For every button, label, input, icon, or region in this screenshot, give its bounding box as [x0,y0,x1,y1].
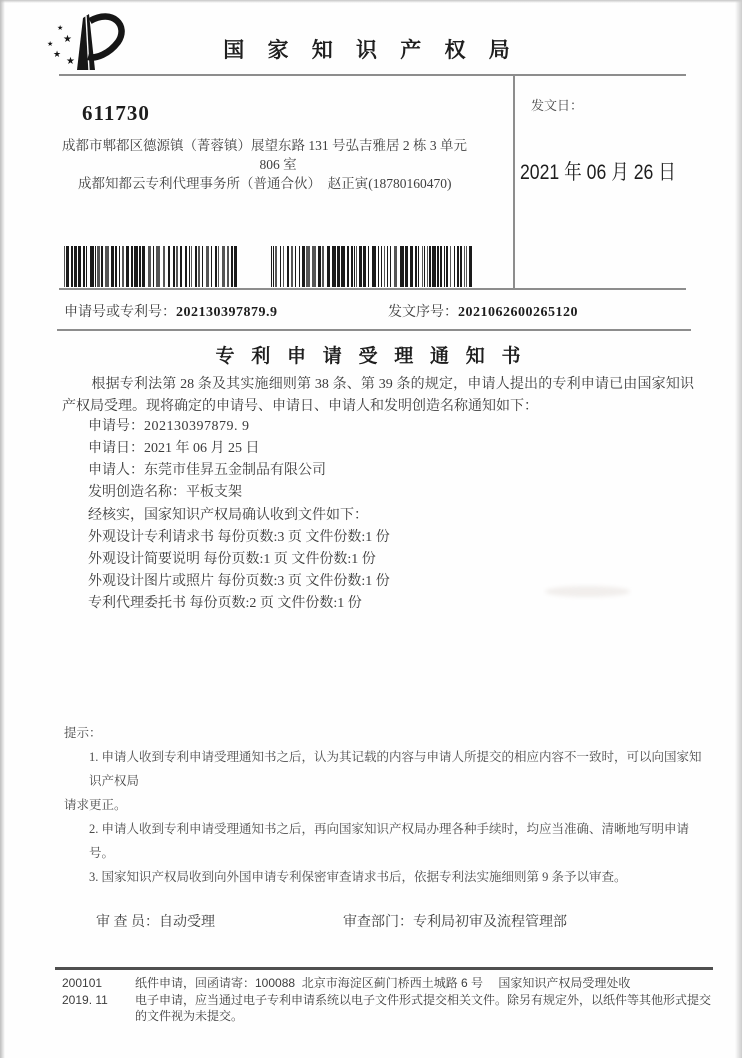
tip-line: 请求更正。 [64,798,127,812]
department-field [343,911,567,931]
scan-edge-top [0,0,742,3]
examiner-label: 审 查 员： [96,915,159,930]
footer-divider [55,967,713,970]
address-line-2: 806 室 [259,157,297,172]
footer-block [62,975,718,1025]
tips-heading: 提示： [64,726,102,740]
footer-row [62,992,718,1025]
office-name: 国 家 知 识 产 权 局 [223,38,519,62]
footer-code: 2019. 11 [62,992,108,1007]
notice-intro-paragraph: 根据专利法第 28 条及其实施细则第 38 条、第 39 条的规定，申请人提出的专利申请已由国家知识产权局受理。现将确定的申请号、申请日、申请人和发明创造名称通知如下： [62,377,694,414]
scan-edge-left [0,0,5,1058]
field-label: 申请日： [88,441,144,456]
field-value: 202130397879. 9 [144,419,250,434]
scan-smudge-artifact [545,586,630,597]
footer-text: 纸件申请，回函请寄：100088 北京市海淀区蓟门桥西土城路 6 号 国家知识产权局受理处收 [135,976,631,990]
serial-number-label: 发文序号： [388,305,458,320]
tip-line: 3. 国家知识产权局收到向外国申请专利保密审查请求书后，依据专利法实施细则第 9 条予以审查。 [89,870,627,884]
footer-code: 200101 [62,976,103,990]
examiner-value: 自动受理 [159,915,215,930]
field-applicant [88,460,326,482]
field-label: 申请人： [88,463,144,478]
field-label: 申请号： [88,419,144,434]
scan-edge-right [735,0,742,1058]
svg-text:★: ★ [47,40,54,48]
mid-divider [59,288,686,290]
serial-number-value: 2021062600265120 [458,305,578,320]
reference-row [0,301,742,323]
agency-line: 成都知都云专利代理事务所（普通合伙） 赵正寅(18780160470) [78,176,452,191]
received-heading: 经核实，国家知识产权局确认收到文件如下： [88,508,368,523]
field-filing-date [88,438,326,460]
received-item: 外观设计图片或照片 每份页数:3 页 文件份数:1 份 [88,574,390,589]
datebox-border [513,74,515,290]
examiner-field [96,911,215,931]
svg-text:★: ★ [63,34,72,45]
address-line-1: 成都市郫都区德源镇（菁蓉镇）展望东路 131 号弘吉雅居 2 栋 3 单元 [62,138,467,153]
postal-code: 611730 [82,101,150,125]
department-value: 专利局初审及流程管理部 [413,915,567,930]
field-application-number [88,416,326,438]
barcode-right [271,246,475,287]
reference-divider [57,329,691,331]
footer-row [62,975,718,992]
received-item: 外观设计专利请求书 每份页数:3 页 文件份数:1 份 [88,530,390,545]
issue-date-label: 发文日： [531,98,584,113]
field-invention-title [88,482,326,504]
received-documents-block [88,505,390,615]
svg-text:★: ★ [53,49,62,59]
recipient-address-block [62,136,494,193]
field-value: 东莞市佳昇五金制品有限公司 [144,463,326,478]
tips-block [64,721,704,889]
field-label: 发明创造名称： [88,485,186,500]
received-item: 专利代理委托书 每份页数:2 页 文件份数:1 份 [88,596,362,611]
svg-text:★: ★ [66,56,75,67]
department-label: 审查部门： [343,915,413,930]
application-number-field [64,301,278,321]
svg-text:★: ★ [57,24,64,32]
received-item: 外观设计简要说明 每份页数:1 页 文件份数:1 份 [88,552,376,567]
notice-title: 专 利 申 请 受 理 通 知 书 [215,346,527,367]
tip-line: 2. 申请人收到专利申请受理通知书之后，再向国家知识产权局办理各种手续时，均应当准确、清晰地写明申请号。 [89,822,690,860]
header-divider [59,74,686,76]
application-fields [88,416,326,504]
application-number-label: 申请号或专利号： [64,305,176,320]
field-value: 平板支架 [186,485,242,500]
barcode-left [64,246,240,287]
footer-text: 电子申请，应当通过电子专利申请系统以电子文件形式提交相关文件。除另有规定外，以纸件等其他形式提交的文件视为未提交。 [135,992,712,1023]
field-value: 2021 年 06 月 25 日 [144,441,260,456]
application-number-value: 202130397879.9 [176,305,278,320]
serial-number-field [388,301,578,321]
tip-line: 1. 申请人收到专利申请受理通知书之后，认为其记载的内容与申请人所提交的相应内容不一致时，可以向国家知识产权局 [89,750,702,788]
issue-date-value: 2021 年 06 月 26 日 [520,161,676,184]
